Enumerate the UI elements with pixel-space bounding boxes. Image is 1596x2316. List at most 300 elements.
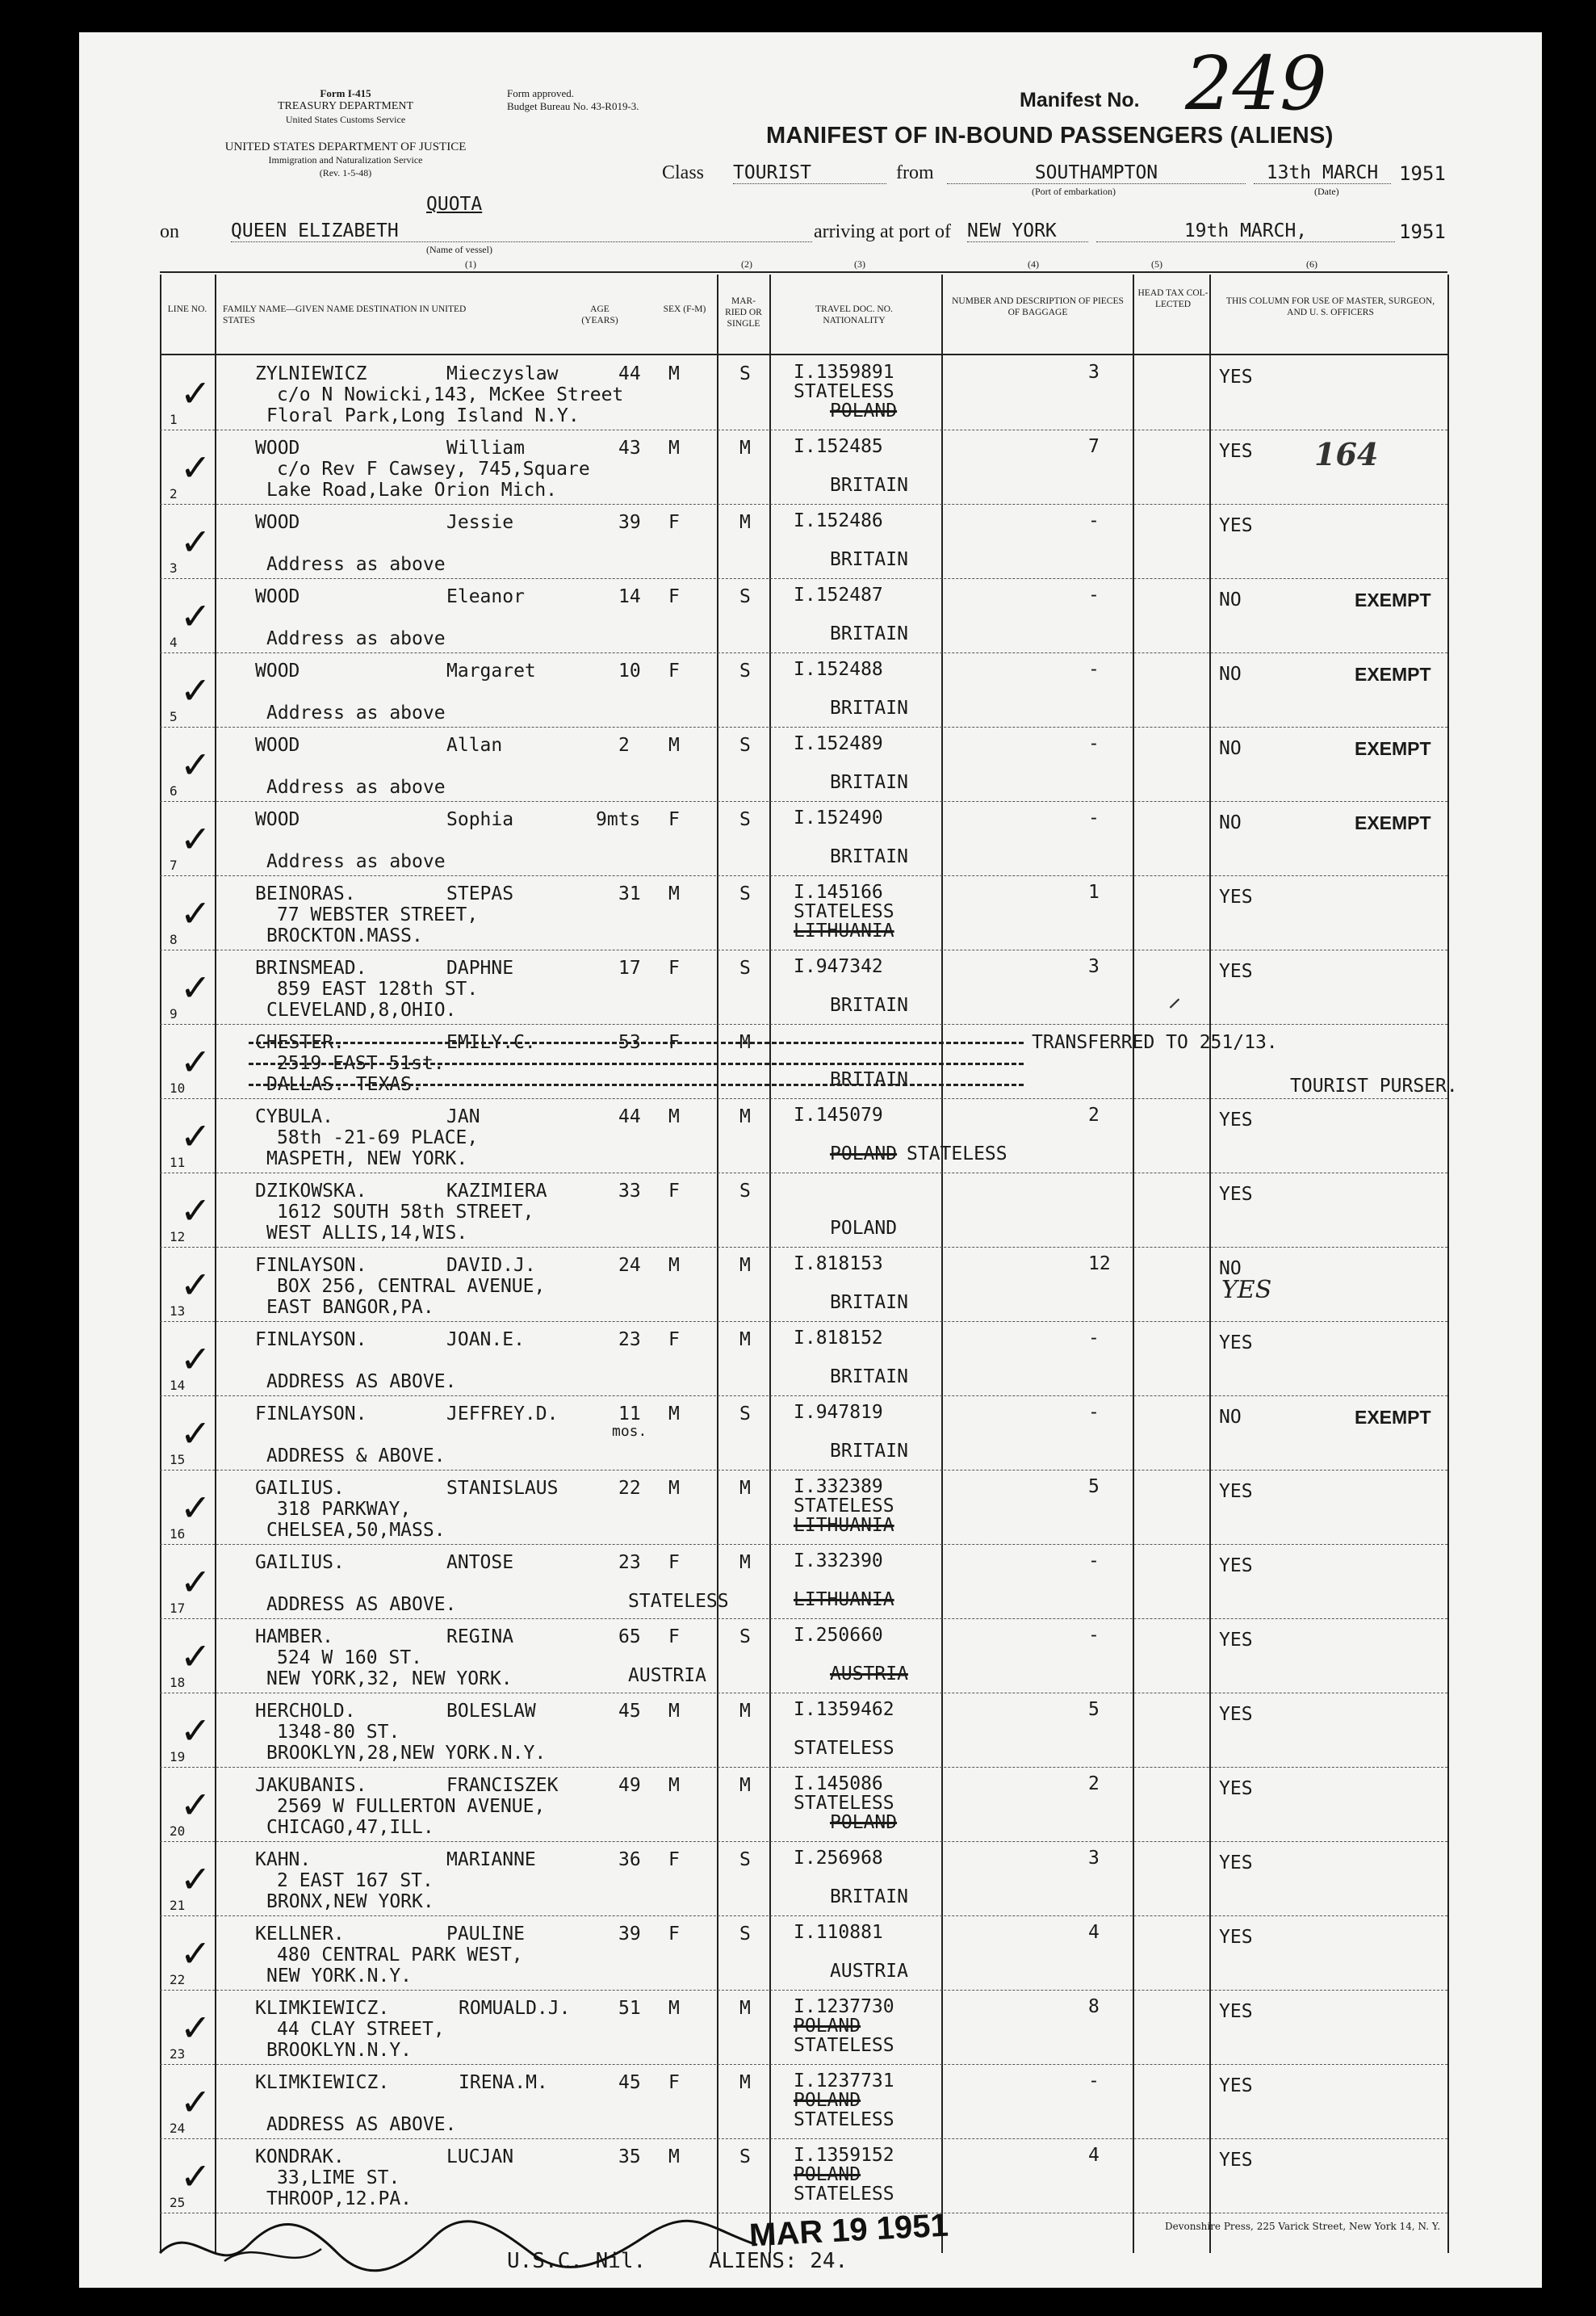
row-separator [160, 1024, 1447, 1025]
baggage-count: 12 [1088, 1253, 1111, 1274]
row-separator [160, 1618, 1447, 1619]
address-line-1: 2519 EAST 51st. [277, 1053, 445, 1074]
given-name: STEPAS [446, 883, 514, 904]
baggage-count: 2 [1088, 1105, 1100, 1126]
line-number: 25 [170, 2195, 186, 2210]
baggage-count: 4 [1088, 2145, 1100, 2166]
sex: F [668, 661, 680, 682]
age: 44 [618, 1106, 641, 1127]
sex: M [668, 2146, 680, 2167]
row-separator [160, 1470, 1447, 1471]
age: 11 [618, 1403, 641, 1424]
date-stamp: MAR 19 1951 [748, 2207, 949, 2254]
family-name: WOOD [255, 735, 300, 756]
line-number: 17 [170, 1601, 186, 1616]
sex: M [668, 1255, 680, 1276]
line-number: 1 [170, 412, 178, 427]
check-mark-icon: ✓ [180, 1560, 212, 1604]
check-mark-icon: ✓ [180, 1857, 212, 1901]
marital-status: M [739, 1552, 751, 1573]
given-name: JAN [446, 1106, 480, 1127]
line-number: 3 [170, 560, 178, 576]
row-cancel-line [249, 1042, 1024, 1044]
family-name: GAILIUS. [255, 1478, 345, 1499]
col-divider [1133, 275, 1134, 2253]
baggage-count: 7 [1088, 436, 1100, 457]
port-embarkation-caption: (Port of embarkation) [1032, 186, 1116, 197]
address-line-1: 859 EAST 128th ST. [277, 979, 479, 1000]
address-line-1: c/o N Nowicki,143, McKee Street [277, 384, 624, 405]
age: 23 [618, 1552, 641, 1573]
address-line-2: Address as above [266, 554, 446, 575]
exempt-stamp: EXEMPT [1355, 738, 1431, 759]
nationality: STATELESS [794, 2184, 894, 2205]
given-name: DAPHNE [446, 958, 514, 979]
age: 49 [618, 1775, 641, 1796]
date-caption: (Date) [1314, 186, 1339, 197]
travel-doc-no: I.152489 [794, 733, 883, 754]
address-line-2: Address as above [266, 703, 446, 724]
nationality-primary: STATELESS [794, 1793, 894, 1814]
col-num-5: (5) [1151, 258, 1162, 270]
embarkation-date: 13th MARCH [1254, 162, 1391, 184]
check-mark-icon: ✓ [180, 1486, 212, 1529]
approved: Form approved. [507, 87, 575, 99]
form-id: Form I-415 [320, 87, 371, 99]
address-line-2: MASPETH, NEW YORK. [266, 1148, 468, 1169]
col-num-6: (6) [1306, 258, 1317, 270]
address-line-2: THROOP,12.PA. [266, 2188, 413, 2209]
travel-doc-no: I.152485 [794, 436, 883, 457]
marital-status: S [739, 1403, 751, 1424]
age: 39 [618, 512, 641, 533]
exempt-stamp: EXEMPT [1355, 664, 1431, 685]
marital-status: M [739, 1998, 751, 2019]
nationality: AUSTRIA [830, 1961, 908, 1982]
family-name: ZYLNIEWICZ [255, 363, 367, 384]
line-number: 24 [170, 2121, 186, 2136]
sex: F [668, 1924, 680, 1945]
check-mark-icon: ✓ [180, 1932, 212, 1975]
marital-status: S [739, 363, 751, 384]
head-tax: NO [1219, 664, 1242, 685]
document-title: MANIFEST OF IN-BOUND PASSENGERS (ALIENS) [766, 123, 1334, 149]
age: 22 [618, 1478, 641, 1499]
address-line-1: 2569 W FULLERTON AVENUE, [277, 1796, 546, 1817]
nationality: BRITAIN [830, 623, 908, 644]
travel-doc-no: I.145166 [794, 882, 883, 903]
family-name: BRINSMEAD. [255, 958, 367, 979]
given-name: JOAN.E. [446, 1329, 525, 1350]
marital-status: S [739, 735, 751, 756]
quota-label: QUOTA [426, 194, 483, 215]
row-separator [160, 1990, 1447, 1991]
family-name: KONDRAK. [255, 2146, 345, 2167]
nationality: LITHUANIA [794, 921, 894, 942]
given-name: PAULINE [446, 1924, 525, 1945]
col-num-4: (4) [1028, 258, 1039, 270]
signature-initials: ᐟ [1169, 993, 1181, 1026]
age: 31 [618, 883, 641, 904]
head-tax: NO [1219, 1258, 1242, 1279]
age: 53 [618, 1032, 641, 1053]
table-header-border [160, 354, 1447, 355]
given-name: REGINA [446, 1626, 514, 1647]
given-name: BOLESLAW [446, 1701, 536, 1722]
check-mark-icon: ✓ [180, 817, 212, 861]
baggage-count: 2 [1088, 1773, 1100, 1794]
address-line-1: 318 PARKWAY, [277, 1499, 412, 1520]
check-mark-icon: ✓ [180, 371, 212, 415]
nationality: POLAND [830, 401, 898, 422]
dept2-sub: Immigration and Naturalization Service [268, 154, 423, 166]
travel-doc-no: I.947819 [794, 1402, 883, 1423]
marital-status: M [739, 1255, 751, 1276]
head-tax: YES [1219, 1110, 1253, 1131]
travel-doc-no: I.332389 [794, 1476, 883, 1497]
class-label: Class [662, 162, 705, 183]
marital-status: M [739, 1032, 751, 1053]
address-line-1: 33,LIME ST. [277, 2167, 400, 2188]
head-tax: NO [1219, 738, 1242, 759]
row-separator [160, 1915, 1447, 1916]
row-separator [160, 1841, 1447, 1842]
check-mark-icon: ✓ [180, 1783, 212, 1827]
head-tax: YES [1219, 441, 1253, 462]
travel-doc-no: I.256968 [794, 1848, 883, 1869]
given-name: Eleanor [446, 586, 525, 607]
nationality-primary: POLAND [794, 2090, 861, 2111]
check-mark-icon: ✓ [180, 1337, 212, 1381]
marital-status: M [739, 438, 751, 459]
marital-status: S [739, 1924, 751, 1945]
baggage-count: 1 [1088, 882, 1100, 903]
marital-status: M [739, 1329, 751, 1350]
marital-status: M [739, 1775, 751, 1796]
travel-doc-no: I.332390 [794, 1550, 883, 1571]
address-line-2: BROOKLYN,28,NEW YORK.N.Y. [266, 1743, 547, 1764]
given-name: EMILY.C. [446, 1032, 536, 1053]
address-line-2: BROCKTON.MASS. [266, 925, 423, 946]
given-name: William [446, 438, 525, 459]
travel-doc-no: I.145086 [794, 1773, 883, 1794]
nationality-primary: POLAND [794, 2164, 861, 2185]
marital-status: S [739, 661, 751, 682]
travel-doc-no: I.1237730 [794, 1996, 894, 2017]
address-line-1: c/o Rev F Cawsey, 745,Square [277, 459, 590, 480]
dept1: TREASURY DEPARTMENT [277, 100, 414, 112]
given-name: LUCJAN [446, 2146, 514, 2167]
nationality: POLAND [830, 1812, 898, 1833]
transfer-note: TRANSFERRED TO 251/13. [1032, 1032, 1278, 1053]
head-tax-correction: YES [1221, 1276, 1272, 1304]
marital-status: S [739, 586, 751, 607]
nationality: BRITAIN [830, 1366, 908, 1387]
col-divider [941, 275, 943, 2253]
travel-doc-no: I.250660 [794, 1625, 883, 1646]
line-number: 22 [170, 1972, 186, 1987]
address-line-2: Address as above [266, 851, 446, 872]
line-number: 13 [170, 1303, 186, 1319]
baggage-count: 5 [1088, 1476, 1100, 1497]
family-name: FINLAYSON. [255, 1329, 367, 1350]
sex: M [668, 438, 680, 459]
line-number: 19 [170, 1749, 186, 1764]
check-mark-icon: ✓ [180, 1412, 212, 1455]
check-mark-icon: ✓ [180, 669, 212, 712]
nationality: STATELESS [794, 1738, 894, 1759]
dept2-rev: (Rev. 1-5-48) [319, 167, 372, 178]
address-line-1: 1612 SOUTH 58th STREET, [277, 1202, 534, 1223]
row-separator [160, 652, 1447, 653]
baggage-count: - [1088, 585, 1100, 606]
age: 2 [618, 735, 630, 756]
arrival-port: NEW YORK [967, 220, 1088, 242]
family-name: CYBULA. [255, 1106, 333, 1127]
check-mark-icon: ✓ [180, 520, 212, 564]
marital-status: S [739, 809, 751, 830]
family-name: DZIKOWSKA. [255, 1181, 367, 1202]
check-mark-icon: ✓ [180, 966, 212, 1009]
row-separator [160, 578, 1447, 579]
sex: M [668, 1106, 680, 1127]
address-line-2: Address as above [266, 628, 446, 649]
line-number: 21 [170, 1898, 186, 1913]
travel-doc-no: I.1237731 [794, 2071, 894, 2092]
given-name: IRENA.M. [459, 2072, 548, 2093]
baggage-count: - [1088, 1625, 1100, 1646]
dept1-sub: United States Customs Service [285, 114, 406, 125]
head-tax: YES [1219, 1778, 1253, 1799]
nationality: BRITAIN [830, 846, 908, 867]
nationality: BRITAIN [830, 698, 908, 719]
sex: M [668, 883, 680, 904]
age: 44 [618, 363, 641, 384]
given-name: MARIANNE [446, 1849, 536, 1870]
port-of-embarkation: SOUTHAMPTON [947, 162, 1246, 184]
sex: M [668, 1701, 680, 1722]
nationality: BRITAIN [830, 1886, 908, 1907]
col-num-3: (3) [854, 258, 865, 270]
baggage-count: 3 [1088, 1848, 1100, 1869]
exempt-stamp: EXEMPT [1355, 1407, 1431, 1428]
travel-doc-no: I.152490 [794, 808, 883, 829]
head-tax: NO [1219, 1407, 1242, 1428]
address-line-1: 480 CENTRAL PARK WEST, [277, 1945, 523, 1966]
family-name: WOOD [255, 512, 300, 533]
row-separator [160, 875, 1447, 876]
col-header-officers: THIS COLUMN FOR USE OF MASTER, SURGEON, AND U. S. OFFICERS [1225, 296, 1435, 317]
row-separator [160, 1767, 1447, 1768]
given-name: Mieczyslaw [446, 363, 559, 384]
family-name: FINLAYSON. [255, 1255, 367, 1276]
nationality: AUSTRIA [830, 1664, 908, 1685]
nationality-primary: STATELESS [794, 901, 894, 922]
family-name: KLIMKIEWICZ. [255, 1998, 390, 2019]
line-number: 16 [170, 1526, 186, 1542]
line-number: 7 [170, 858, 178, 873]
age: 65 [618, 1626, 641, 1647]
address-line-2: CLEVELAND,8,OHIO. [266, 1000, 457, 1021]
class-value: TOURIST [733, 162, 886, 184]
family-name: WOOD [255, 661, 300, 682]
travel-doc-no: I.152488 [794, 659, 883, 680]
col-header-travel: TRAVEL DOC. NO. NATIONALITY [815, 304, 893, 325]
address-line-2: NEW YORK.N.Y. [266, 1966, 413, 1987]
baggage-count: - [1088, 733, 1100, 754]
given-name: ROMUALD.J. [459, 1998, 571, 2019]
head-tax: YES [1219, 515, 1253, 536]
sex: F [668, 1032, 680, 1053]
nationality-primary: STATELESS [794, 381, 894, 402]
marital-status: S [739, 1849, 751, 1870]
travel-doc-no: I.1359462 [794, 1699, 894, 1720]
footer-aliens: ALIENS: 24. [709, 2249, 848, 2273]
vessel-name: QUEEN ELIZABETH [231, 220, 812, 242]
travel-doc-no: I.110881 [794, 1922, 883, 1943]
col-num-2: (2) [741, 258, 752, 270]
line-number: 23 [170, 2046, 186, 2062]
age: 45 [618, 1701, 641, 1722]
col-divider [160, 275, 161, 2253]
address-line-2: ADDRESS AS ABOVE. [266, 1371, 457, 1392]
line-number: 15 [170, 1452, 186, 1467]
age: 39 [618, 1924, 641, 1945]
head-tax: YES [1219, 367, 1253, 388]
travel-doc-no: I.947342 [794, 956, 883, 977]
head-tax: YES [1219, 1630, 1253, 1651]
check-mark-icon: ✓ [180, 892, 212, 935]
row-separator [160, 1247, 1447, 1248]
budget: Budget Bureau No. 43-R019-3. [507, 100, 639, 112]
sex: F [668, 1329, 680, 1350]
row-separator [160, 1321, 1447, 1322]
marital-status: S [739, 2146, 751, 2167]
row2-extra-note: 164 [1314, 436, 1379, 472]
check-mark-icon: ✓ [180, 446, 212, 489]
marital-status: S [739, 958, 751, 979]
baggage-count: 3 [1088, 362, 1100, 383]
baggage-count: - [1088, 2071, 1100, 2092]
col-divider [1209, 275, 1211, 2253]
given-name: ANTOSE [446, 1552, 514, 1573]
col-divider [769, 275, 771, 2253]
address-line-2: BRONX,NEW YORK. [266, 1891, 434, 1912]
baggage-count: - [1088, 510, 1100, 531]
address-line-2: CHELSEA,50,MASS. [266, 1520, 446, 1541]
nationality: BRITAIN [830, 1292, 908, 1313]
col-divider [717, 275, 718, 2253]
vessel-caption: (Name of vessel) [426, 244, 492, 255]
age: 23 [618, 1329, 641, 1350]
line-number: 4 [170, 635, 178, 650]
row-separator [160, 2064, 1447, 2065]
check-mark-icon: ✓ [180, 2006, 212, 2050]
row-cancel-line [249, 1063, 1024, 1065]
nationality-amended: STATELESS [907, 1143, 1007, 1164]
on-label: on [160, 221, 179, 242]
check-mark-icon: ✓ [180, 2080, 212, 2124]
manifest-page [79, 32, 1542, 2288]
col-header-baggage: NUMBER AND DESCRIPTION OF PIECES OF BAGGAGE [952, 296, 1124, 317]
marital-status: M [739, 512, 751, 533]
check-mark-icon: ✓ [180, 594, 212, 638]
travel-doc-no: I.145079 [794, 1105, 883, 1126]
marital-status: M [739, 1478, 751, 1499]
col-divider [1447, 275, 1449, 2253]
address-line-2: ADDRESS AS ABOVE. [266, 2114, 457, 2135]
marital-status: S [739, 1626, 751, 1647]
age: 35 [618, 2146, 641, 2167]
head-tax: YES [1219, 1332, 1253, 1353]
sex: F [668, 1181, 680, 1202]
given-name: JEFFREY.D. [446, 1403, 559, 1424]
address-line-1: 77 WEBSTER STREET, [277, 904, 479, 925]
baggage-count: - [1088, 1328, 1100, 1349]
check-mark-icon: ✓ [180, 743, 212, 787]
check-mark-icon: ✓ [180, 1263, 212, 1307]
baggage-count: - [1088, 1402, 1100, 1423]
line-number: 8 [170, 932, 178, 947]
family-name: KELLNER. [255, 1924, 345, 1945]
age: 17 [618, 958, 641, 979]
address-line-2: Lake Road,Lake Orion Mich. [266, 480, 558, 501]
nationality: BRITAIN [830, 772, 908, 793]
given-name: Margaret [446, 661, 536, 682]
baggage-count: - [1088, 659, 1100, 680]
sex: M [668, 735, 680, 756]
family-name: HERCHOLD. [255, 1701, 356, 1722]
line-number: 20 [170, 1823, 186, 1839]
head-tax: NO [1219, 812, 1242, 833]
sex: M [668, 1403, 680, 1424]
nationality: BRITAIN [830, 1069, 908, 1090]
sex: M [668, 363, 680, 384]
sex: F [668, 1552, 680, 1573]
nationality: LITHUANIA [794, 1515, 894, 1536]
family-name: FINLAYSON. [255, 1403, 367, 1424]
row-separator [160, 801, 1447, 802]
given-name: FRANCISZEK [446, 1775, 559, 1796]
head-tax: YES [1219, 1704, 1253, 1725]
col-header-tax: HEAD TAX COL-LECTED [1137, 288, 1209, 309]
line-number: 5 [170, 709, 178, 724]
line-number: 12 [170, 1229, 186, 1244]
arrival-year: 1951 [1399, 220, 1446, 243]
nationality: STATELESS [794, 2109, 894, 2130]
nationality: STATELESS [794, 2035, 894, 2056]
age-note: mos. [612, 1423, 647, 1440]
col-header-line: LINE NO. [167, 304, 207, 314]
line-number: 10 [170, 1080, 186, 1096]
sex: F [668, 809, 680, 830]
baggage-count: 3 [1088, 956, 1100, 977]
check-mark-icon: ✓ [180, 1709, 212, 1752]
dept2: UNITED STATES DEPARTMENT OF JUSTICE [224, 141, 467, 153]
age: 9mts [596, 809, 641, 830]
travel-doc-no: I.152487 [794, 585, 883, 606]
nationality: LITHUANIA [794, 1589, 894, 1610]
footer-usc: U.S.C. Nil. [507, 2249, 647, 2273]
age: 24 [618, 1255, 641, 1276]
nationality: POLAND [830, 1143, 898, 1164]
address-line-1: 2 EAST 167 ST. [277, 1870, 434, 1891]
manifest-number: 249 [1185, 40, 1327, 127]
address-line-2: CHICAGO,47,ILL. [266, 1817, 434, 1838]
family-name: WOOD [255, 586, 300, 607]
marital-status: S [739, 883, 751, 904]
sex: F [668, 586, 680, 607]
